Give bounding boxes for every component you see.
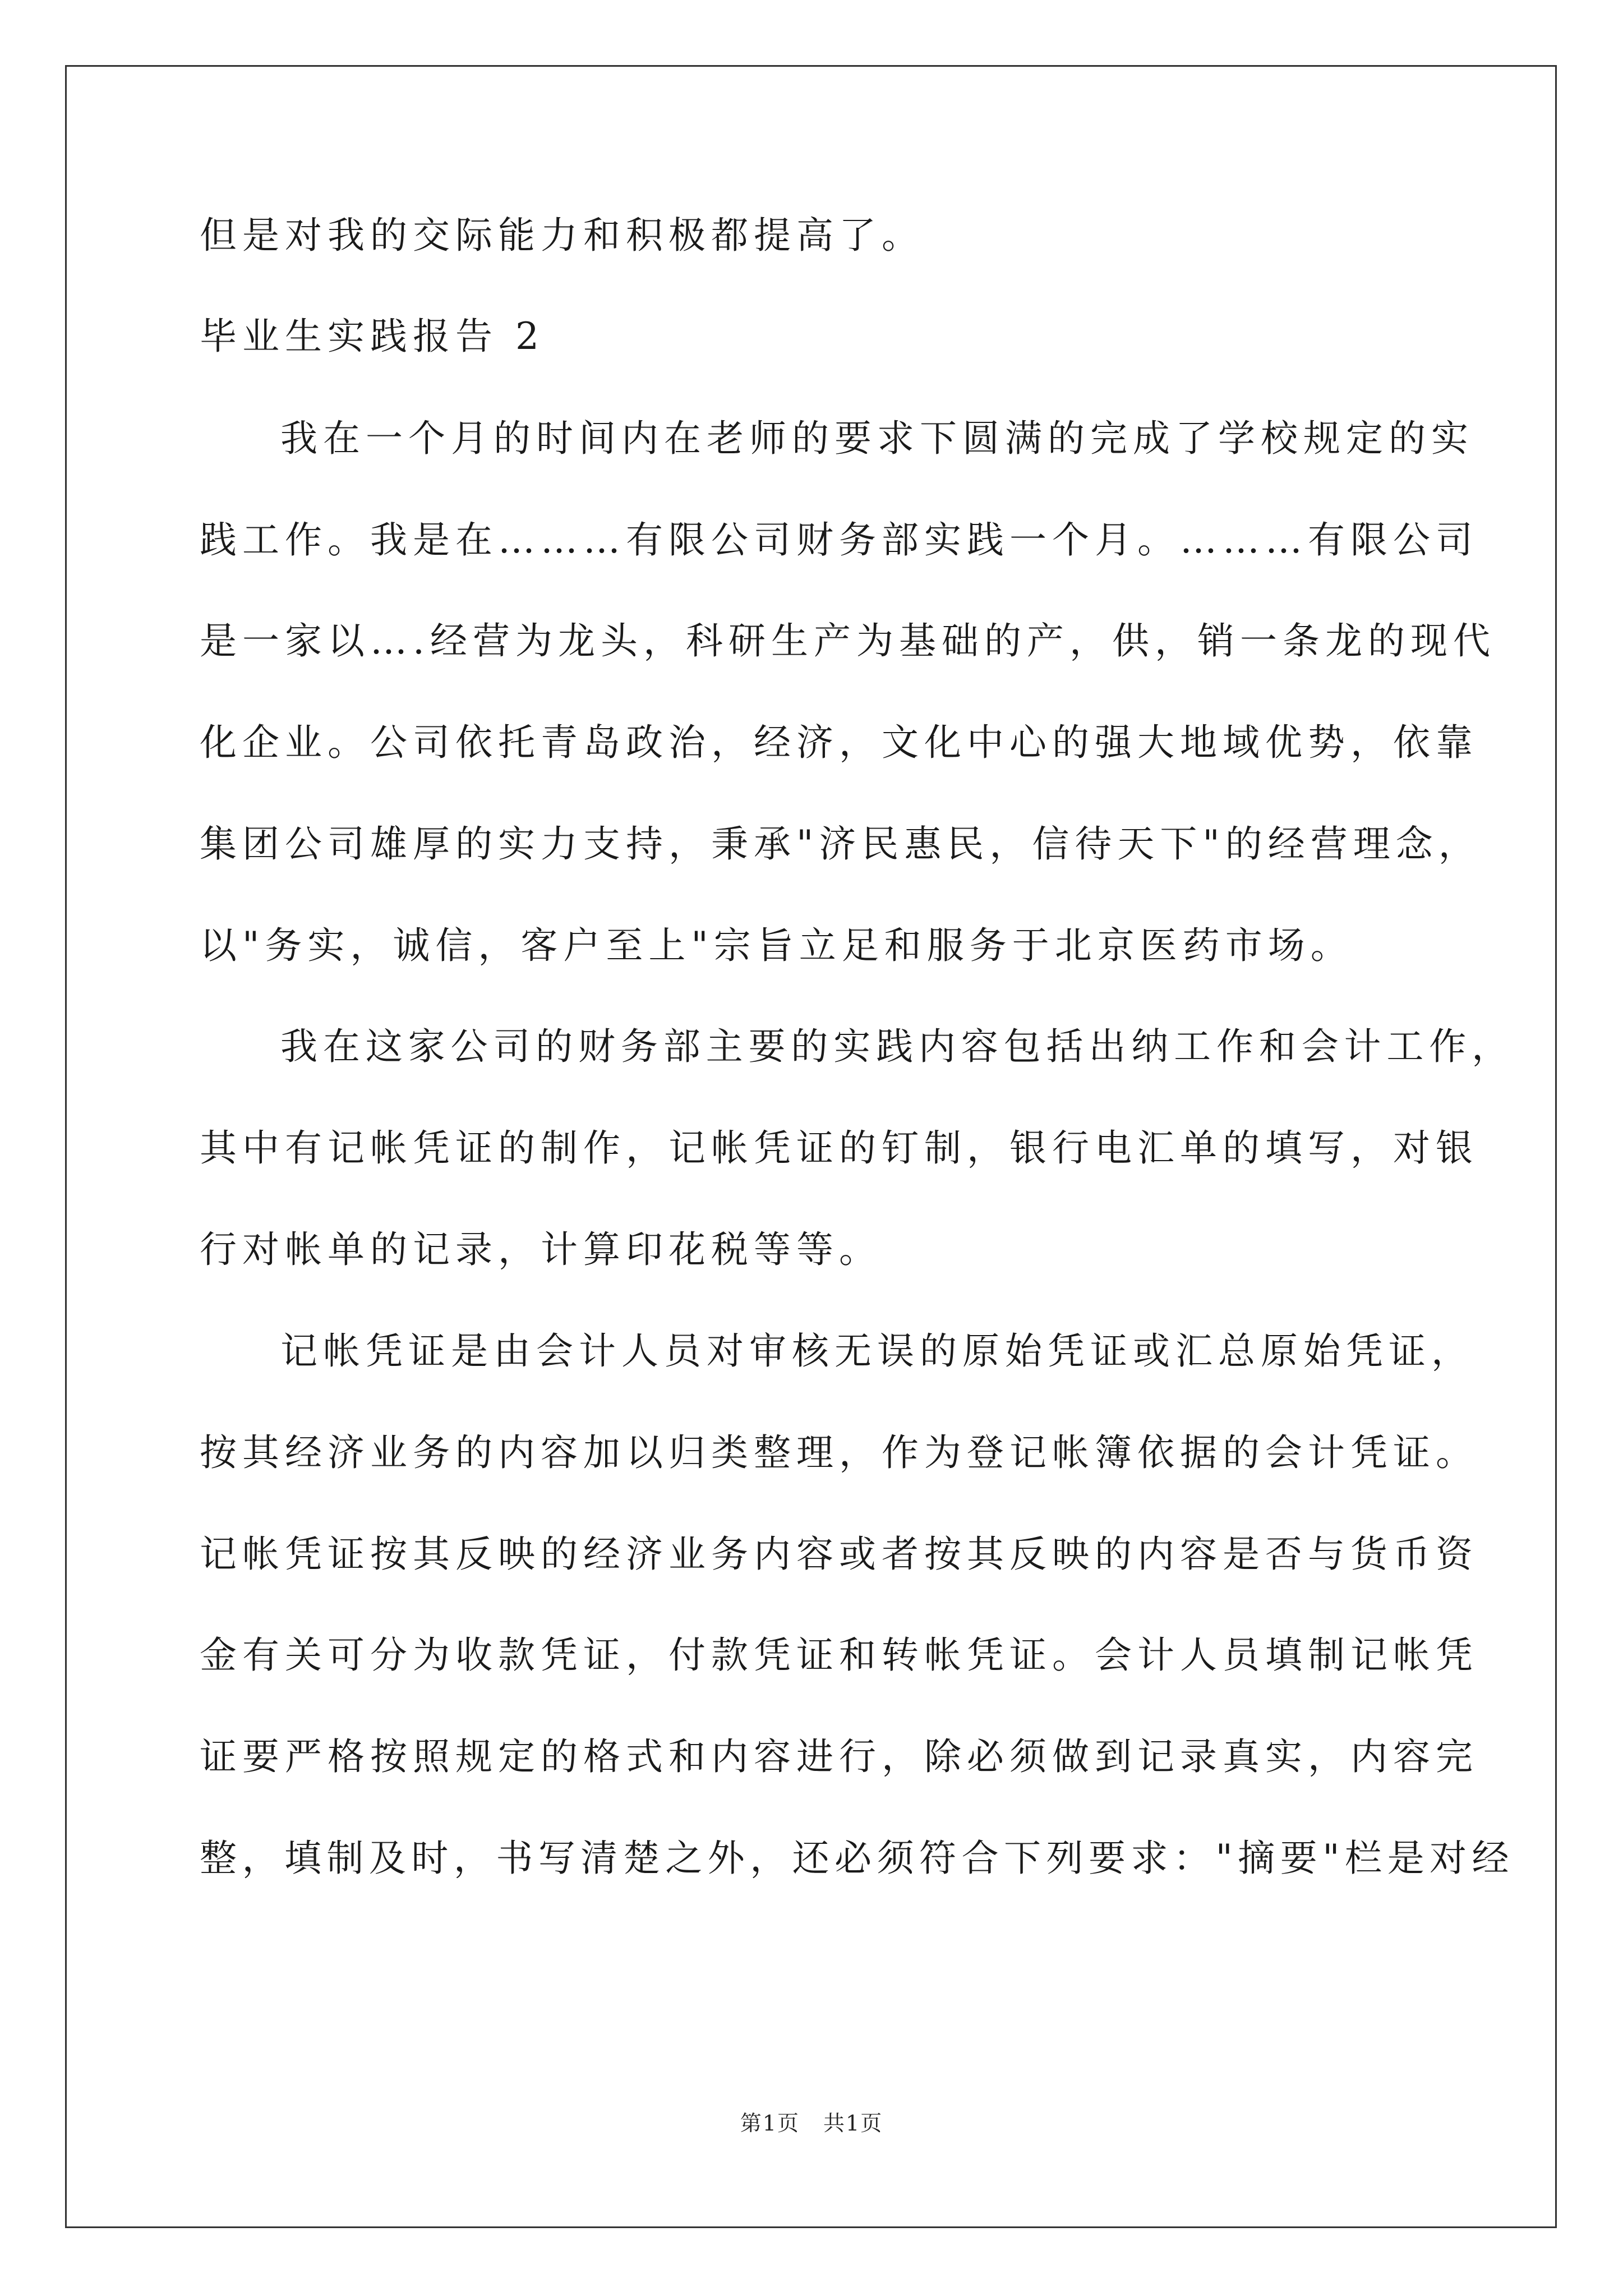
page-number: 第1页 — [740, 2111, 800, 2136]
paragraph-line: 按其经济业务的内容加以归类整理，作为登记帐簿依据的会计凭证。 — [200, 1431, 1478, 1474]
paragraph-line: 集团公司雄厚的实力支持，秉承"济民惠民，信待天下"的经营理念， — [200, 822, 1481, 866]
paragraph-line: 记帐凭证是由会计人员对审核无误的原始凭证或汇总原始凭证， — [280, 1329, 1474, 1373]
paragraph-line: 是一家以….经营为龙头，科研生产为基础的产，供，销一条龙的现代 — [200, 619, 1496, 662]
paragraph-line: 行对帐单的记录，计算印花税等等。 — [200, 1228, 882, 1271]
paragraph-line: 化企业。公司依托青岛政治，经济，文化中心的强大地域优势，依靠 — [200, 721, 1478, 764]
paragraph-line: 证要严格按照规定的格式和内容进行，除必须做到记录真实，内容完 — [200, 1735, 1478, 1778]
paragraph-line: 金有关可分为收款凭证，付款凭证和转帐凭证。会计人员填制记帐凭 — [200, 1634, 1478, 1677]
section-heading: 毕业生实践报告 2 — [200, 315, 545, 358]
paragraph-line: 其中有记帐凭证的制作，记帐凭证的钉制，银行电汇单的填写，对银 — [200, 1126, 1478, 1170]
paragraph-line: 我在这家公司的财务部主要的实践内容包括出纳工作和会计工作， — [280, 1025, 1514, 1068]
page-footer — [0, 2109, 1623, 2137]
paragraph-line: 我在一个月的时间内在老师的要求下圆满的完成了学校规定的实 — [280, 417, 1474, 460]
paragraph-line: 践工作。我是在………有限公司财务部实践一个月。………有限公司 — [200, 518, 1478, 562]
paragraph-line: 但是对我的交际能力和积极都提高了。 — [200, 214, 924, 257]
paragraph-line: 以"务实，诚信，客户至上"宗旨立足和服务于北京医药市场。 — [200, 924, 1353, 967]
paragraph-line: 记帐凭证按其反映的经济业务内容或者按其反映的内容是否与货币资 — [200, 1533, 1478, 1576]
paragraph-line: 整，填制及时，书写清楚之外，还必须符合下列要求："摘要"栏是对经 — [200, 1837, 1514, 1880]
page-total: 共1页 — [823, 2111, 883, 2136]
